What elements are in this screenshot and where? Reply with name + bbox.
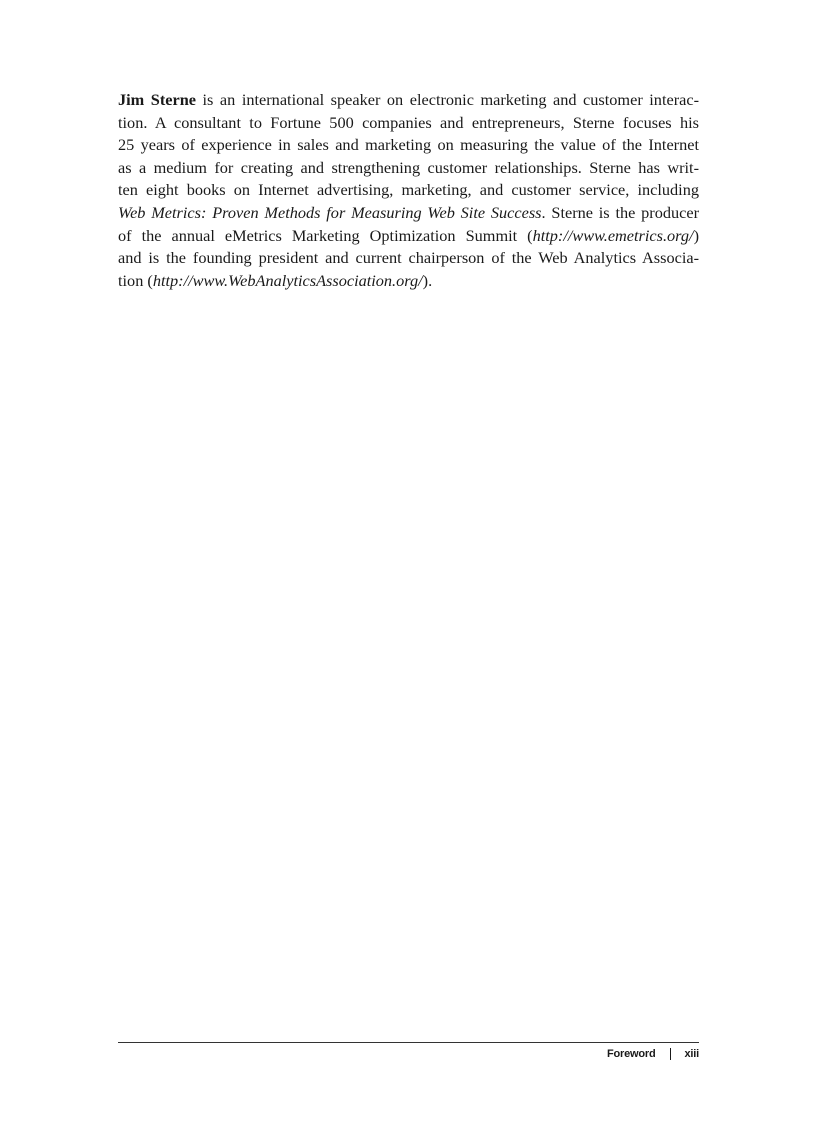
bio-line: of the annual eMetrics Marketing Optimization Summit (http://www.emetrics.org/) (118, 225, 699, 245)
book-title: Web Metrics: Proven Methods for Measuring Web Site Success (118, 202, 542, 222)
author-bio-paragraph (118, 89, 699, 292)
footer-section-title: Foreword (606, 1048, 656, 1060)
emetrics-url: http://www.emetrics.org/ (532, 225, 694, 245)
bio-line: 25 years of experience in sales and marketing on measuring the value of the Internet (118, 135, 699, 155)
page-footer (607, 1048, 699, 1060)
bio-line: Web Metrics: Proven Methods for Measuring Web Site Success. Sterne is the producer (118, 202, 699, 222)
bio-line: ten eight books on Internet advertising, marketing, and customer service, including (118, 180, 699, 200)
bio-line: and is the founding president and current chairperson of the Web Analytics Associa- (118, 248, 699, 268)
bio-line: as a medium for creating and strengthening customer relationships. Sterne has writ- (118, 157, 699, 177)
waa-url: http://www.WebAnalyticsAssociation.org/ (152, 270, 423, 290)
bio-line: Jim Sterne is an international speaker on electronic marketing and customer interac- (118, 90, 699, 109)
page-number: xiii (684, 1048, 699, 1060)
bio-line: tion (http://www.WebAnalyticsAssociation.org/). (118, 270, 433, 290)
footer-divider (118, 1042, 699, 1043)
author-name: Jim Sterne (118, 90, 196, 109)
footer-separator (670, 1048, 671, 1060)
bio-line: tion. A consultant to Fortune 500 companies and entrepreneurs, Sterne focuses his (118, 112, 699, 132)
